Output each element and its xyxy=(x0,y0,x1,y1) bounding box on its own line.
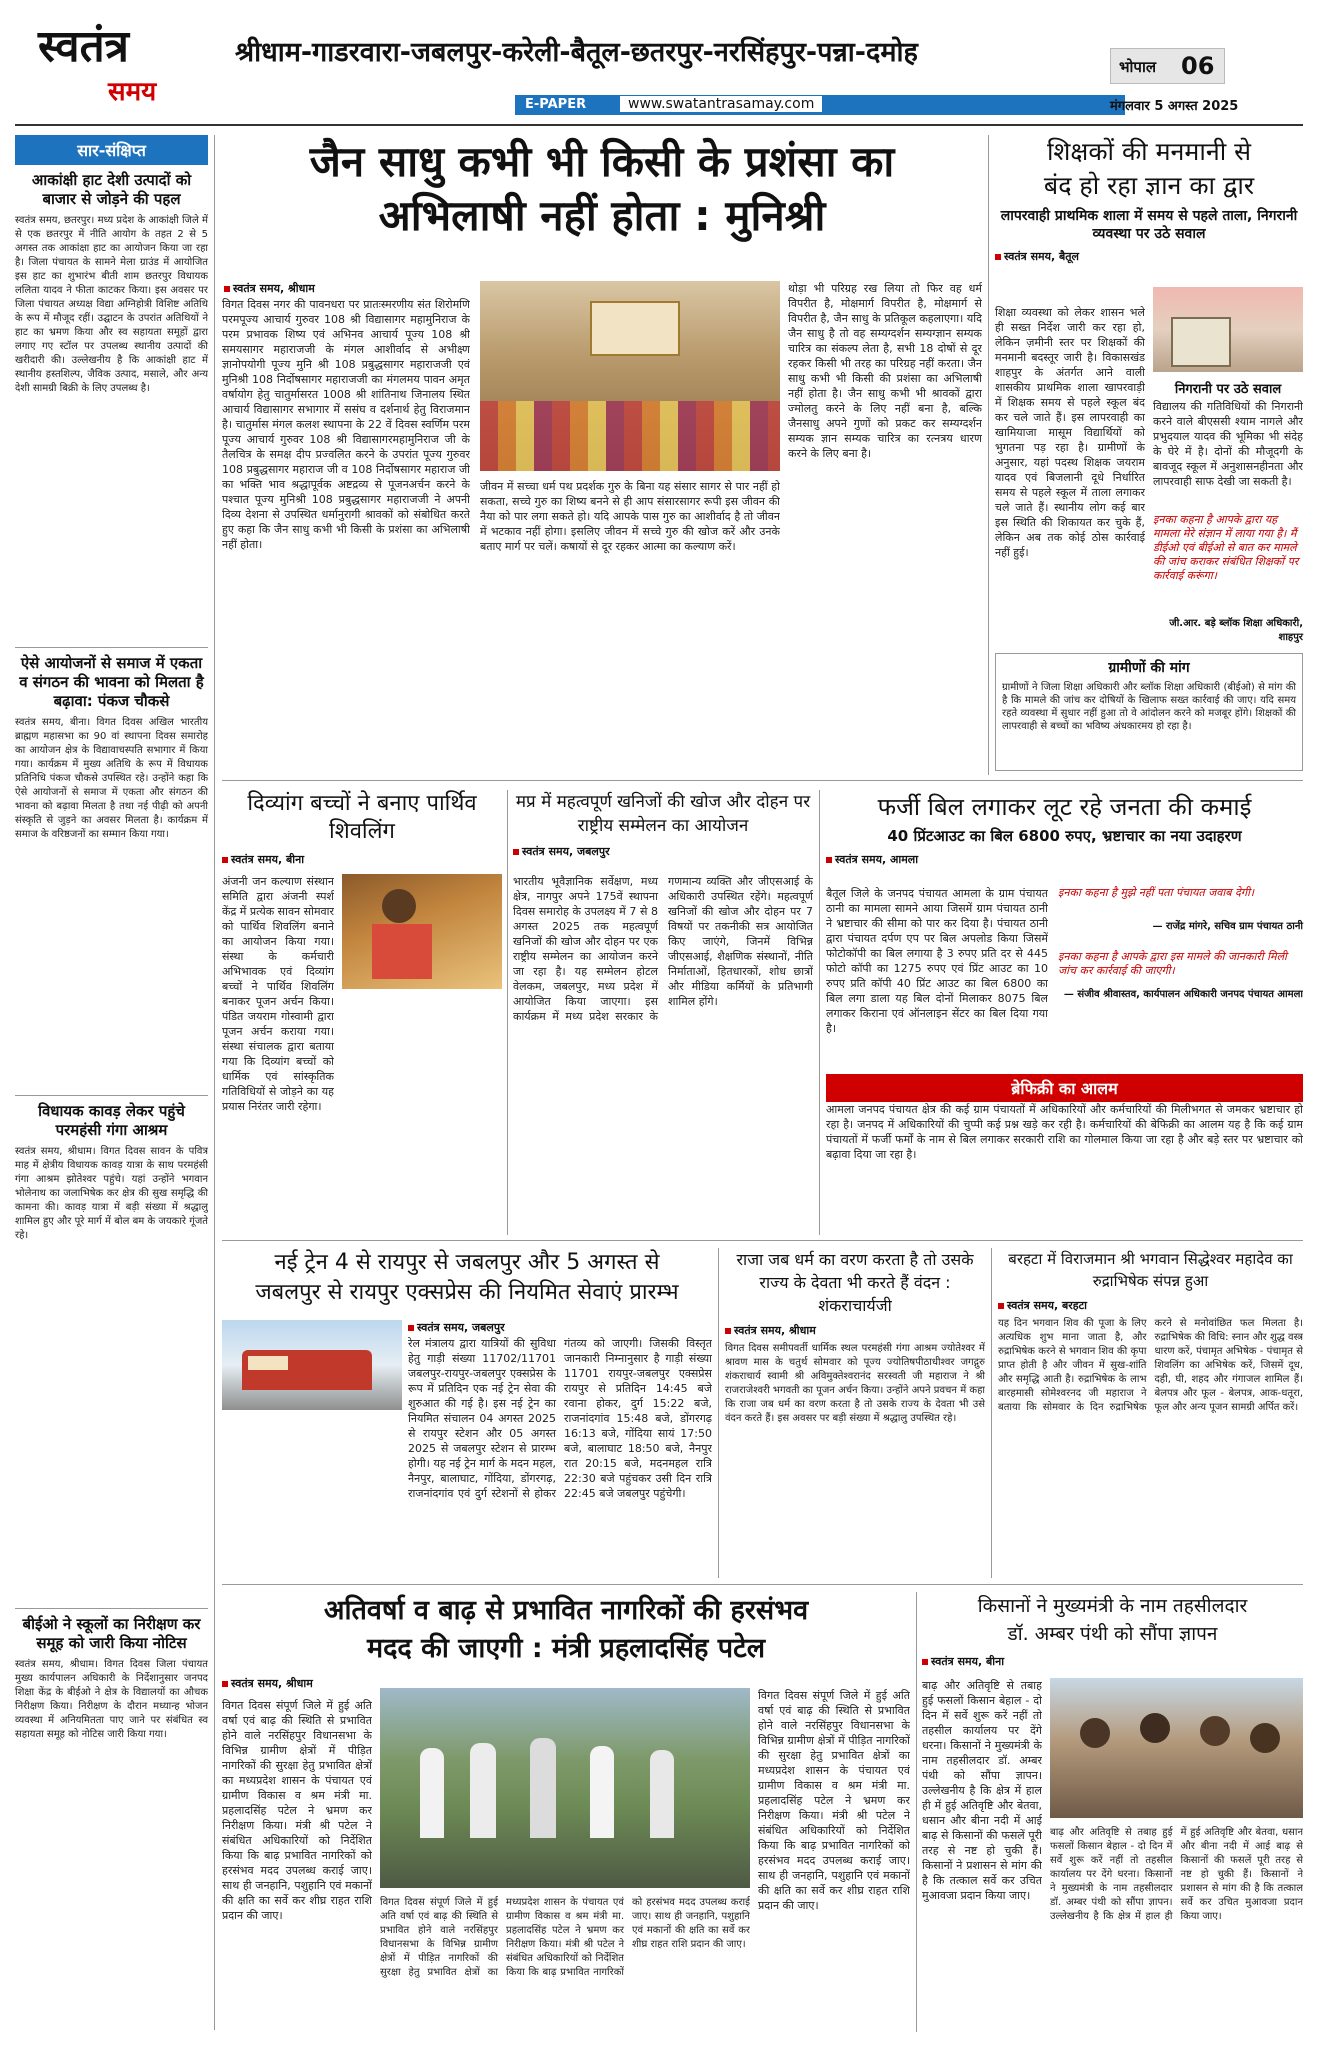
teachers-headline-1: शिक्षकों की मनमानी से xyxy=(1046,137,1252,166)
train-headline-2: जबलपुर से रायपुर एक्सप्रेस की नियमित सेवाएं प्रारम्भ xyxy=(255,1280,679,1305)
bill-headline: फर्जी बिल लगाकर लूट रहे जनता की कमाई xyxy=(877,793,1252,821)
bill-quote-1-attr: — राजेंद्र मांगरे, सचिव ग्राम पंचायत ठानी xyxy=(1152,921,1303,932)
lead-col-2: जीवन में सच्चा धर्म पथ प्रदर्शक गुरु के बिना यह संसार सागर से पार नहीं हो सकता, सच्चे गुरु का शिष्य बनने से ही आप संसारसागर रूपी इस जीवन की नैया को पार लगा सकते हो। यदि आपके पास गुरु का आशीर्वाद है तो जीवन में भटकाव नहीं होगा। इसलिए जीवन में सच्चे गुरु की खोज करें और उनके बताए मार्ग पर चलें। कषायों से दूर रहकर आत्मा का कल्याण करें। xyxy=(480,480,780,553)
dharma-byline: स्वतंत्र समय, श्रीधाम xyxy=(725,1323,985,1338)
shivling-story xyxy=(222,790,502,1235)
train-byline: स्वतंत्र समय, जबलपुर xyxy=(408,1320,505,1335)
logo-bottom: समय xyxy=(108,77,157,107)
shivling-byline: स्वतंत्र समय, बीना xyxy=(222,852,502,867)
teachers-headline-2: बंद हो रहा ज्ञान का द्वार xyxy=(1043,171,1255,200)
rudra-story xyxy=(998,1248,1303,1578)
sidebar-item-body: स्वतंत्र समय, बीना। विगत दिवस अखिल भारतीय ब्राह्मण महासभा का 90 वां स्थापना दिवस समारोह का आयोजन क्षेत्र के विद्यावाचस्पति सभागार में किया गया। कार्यक्रम में मुख्य अतिथि के रूप में विधायक प्रतिनिधि पंकज चौकसे उपस्थित रहे। उन्होंने कहा कि ऐसे आयोजनों से समाज में एकता और संगठन की भावना को बढ़ावा मिलता है तथा नई पीढ़ी को अपनी संस्कृति से जुड़ने का अवसर मिलता है। कार्यक्रम में समाज के वरिष्ठजनों का सम्मान किया गया। xyxy=(15,717,208,840)
flood-body-cont: विगत दिवस संपूर्ण जिले में हुई अति वर्षा एवं बाढ़ की स्थिति से प्रभावित होने वाले नरसिंहपुर विधानसभा के विभिन्न ग्रामीण क्षेत्रों में पीड़ित नागरिकों की सुरक्षा हेतु प्रभावित क्षेत्रों का मध्यप्रदेश शासन के पंचायत एवं ग्रामीण विकास व श्रम मंत्री मा. प्रहलादसिंह पटेल ने भ्रमण कर निरीक्षण किया। मंत्री श्री पटेल ने संबंधित अधिकारियों को निर्देशित किया कि बाढ़ प्रभावित नागरिकों को हरसंभव मदद उपलब्ध कराई जाए। साथ ही जनहानि, पशुहानि एवं मकानों की क्षति का सर्वे कर शीघ्र राहत राशि प्रदान की जाए। xyxy=(380,1897,750,1978)
lead-col-1: विगत दिवस नगर की पावनधरा पर प्रातःस्मरणीय संत शिरोमणि परमपूज्य आचार्य गुरुवर 108 श्री विद्यासागर महामुनिराज के परम प्रभावक शिष्य एवं अभिनव आचार्य पूज्य 108 श्री समयसागर महाराजजी के मंगल आशीर्वाद से अभीक्ष्ण ज्ञानोपयोगी पूज्य मुनि श्री 108 प्रबुद्धसागर महाराजजी एवं मुनिश्री 108 निर्दोषसागर महाराजजी का मंगलमय पावन अमृत वर्षायोग हेतु चातुर्मासरत 1008 श्री शांतिनाथ जिनालय स्थित आचार्य विद्यासागर सभागार में ससंघ व दर्शनार्थ हेतु विराजमान है। चातुर्मास मंगल कलश स्थापना के 22 वें दिवस स्वर्णिम परम पूज्य आचार्य गुरुवर 108 श्री विद्यासागरमहामुनिराज जी के तैलचित्र के समक्ष दीप प्रज्वलित करने के उपरांत पूज्य गुरुवर 108 प्रबुद्धसागर महाराज जी व 108 निर्दोषसागर महाराज जी का भक्ति भाव श्रद्धापूर्वक अष्टद्रव्य से पूजनअर्चन करने के पश्चात पूज्य मुनिश्री 108 प्रबुद्धसागर महाराजजी ने अपनी दिव्य देशना से उपस्थित धर्मानुरागी श्रावकों को संबोधित करते हुए कहा कि जैन साधु कभी भी किसी के प्रशंसा का अभिलाषी नहीं होता। xyxy=(222,298,470,551)
sidebar-item-body: स्वतंत्र समय, श्रीधाम। विगत दिवस जिला पंचायत मुख्य कार्यपालन अधिकारी के निर्देशानुसार जनपद शिक्षा केंद्र के बीईओ ने क्षेत्र के विद्यालयों का औचक निरीक्षण किया। निरीक्षण के दौरान मध्यान्ह भोजन व्यवस्था में अनियमितता पाए जाने पर संबंधित स्व सहायता समूह को नोटिस जारी किया गया। xyxy=(15,1659,208,1740)
teachers-box xyxy=(995,653,1303,771)
flood-body: विगत दिवस संपूर्ण जिले में हुई अति वर्षा एवं बाढ़ की स्थिति से प्रभावित होने वाले नरसिंहपुर विधानसभा के विभिन्न ग्रामीण क्षेत्रों में पीड़ित नागरिकों की सुरक्षा हेतु प्रभावित क्षेत्रों का मध्यप्रदेश शासन के पंचायत एवं ग्रामीण विकास व श्रम मंत्री मा. प्रहलादसिंह पटेल ने भ्रमण कर निरीक्षण किया। मंत्री श्री पटेल ने संबंधित अधिकारियों को निर्देशित किया कि बाढ़ प्रभावित नागरिकों को हरसंभव मदद उपलब्ध कराई जाए। साथ ही जनहानि, पशुहानि एवं मकानों की क्षति का सर्वे कर शीघ्र राहत राशि प्रदान की जाए। xyxy=(222,1699,372,1922)
dharma-headline: राजा जब धर्म का वरण करता है तो उसके राज्य के देवता भी करते हैं वंदन : शंकराचार्यजी xyxy=(736,1250,974,1315)
masthead xyxy=(0,0,1318,120)
bill-body: बैतूल जिले के जनपद पंचायत आमला के ग्राम पंचायत ठानी का मामला सामने आया जिसमें ग्राम पंचायत ठानी ने भ्रष्टाचार की सीमा को पार कर दिया है। पंचायत ठानी द्वारा पंचायत दर्पण एप पर बिल अपलोड किया जिसमें फोटोकॉपी का बिल लगाया है 3 रुपए प्रति दर से 445 फोटो कॉपी का 1275 रुपए एवं प्रिंट आउट का 10 रुपए प्रति कॉपी 40 प्रिंट आउट का बिल 6800 का बिल लगा डाला यह बिल दोनों मिलाकर 8075 बिल लगाकर किराना एवं ऑनलाइन सेंटर का बिल दिया गया है। xyxy=(826,887,1048,1035)
edition-city: भोपाल xyxy=(1119,58,1157,76)
logo xyxy=(38,22,208,112)
teachers-quote-attr: जी.आर. बड़े ब्लॉक शिक्षा अधिकारी, शाहपुर xyxy=(1169,618,1303,643)
sidebar-item-body: स्वतंत्र समय, छतरपुर। मध्य प्रदेश के आकांक्षी जिले में से एक छतरपुर में नीति आयोग के तहत 2 से 5 अगस्त तक आकांक्षा हाट का आयोजन किया जा रहा है। जिला पंचायत के सामने मेला ग्राउंड में आयोजित इस हाट का शुभारंभ बीती शाम छतरपुर विधायक ललिता यादव ने फीता काटकर किया। इस अवसर पर जिला पंचायत अध्यक्ष विद्या अग्निहोत्री विशिष्ट अतिथि के रूप में मौजूद रहीं। उद्घाटन के उपरांत अतिथियों ने हाट का भ्रमण किया और स्व सहायता समूहों द्वारा लगाए गए स्टॉल पर उपलब्ध स्थानीय उत्पादों की खरीदारी की। उल्लेखनीय है कि आकांक्षी हाट में स्थानीय हस्तशिल्प, जैविक उत्पाद, मसाले, और अन्य देशी सामग्री बिक्री के लिए उपलब्ध है। xyxy=(15,215,208,394)
farmers-story xyxy=(922,1592,1303,2032)
teachers-photo xyxy=(1153,287,1303,372)
sidebar-item xyxy=(15,1102,208,1602)
sidebar-item-headline: विधायक कावड़ लेकर पहुंचे परमहंसी गंगा आश्रम xyxy=(38,1102,185,1139)
shivling-body: अंजनी जन कल्याण संस्थान समिति द्वारा अंजनी स्पर्श केंद्र में प्रत्येक सावन सोमवार को पार्थिव शिवलिंग बनाने का आयोजन किया गया। संस्था के कर्मचारी अभिभावक एवं दिव्यांग बच्चों ने पार्थिव शिवलिंग बनाकर पूजन अर्चन किया। पंडित जयराम गोस्वामी द्वारा पूजन अर्चन कराया गया। संस्था संचालक द्वारा बताया गया कि दिव्यांग बच्चों को धार्मिक एवं सांस्कृतिक गतिविधियों से जोड़ने का यह प्रयास निरंतर जारी रहेगा। xyxy=(222,875,334,1113)
minerals-byline: स्वतंत्र समय, जबलपुर xyxy=(513,844,813,859)
masthead-cities: श्रीधाम-गाडरवारा-जबलपुर-करेली-बैतूल-छतरपुर-नरसिंहपुर-पन्ना-दमोह xyxy=(235,37,918,68)
teachers-box-heading: ग्रामीणों की मांग xyxy=(996,658,1302,677)
flood-byline: स्वतंत्र समय, श्रीधाम xyxy=(222,1676,910,1691)
sidebar-item xyxy=(15,1615,208,2035)
flood-body-right: विगत दिवस संपूर्ण जिले में हुई अति वर्षा एवं बाढ़ की स्थिति से प्रभावित होने वाले नरसिंहपुर विधानसभा के विभिन्न ग्रामीण क्षेत्रों में पीड़ित नागरिकों की सुरक्षा हेतु प्रभावित क्षेत्रों का मध्यप्रदेश शासन के पंचायत एवं ग्रामीण विकास व श्रम मंत्री मा. प्रहलादसिंह पटेल ने भ्रमण कर निरीक्षण किया। मंत्री श्री पटेल ने संबंधित अधिकारियों को निर्देशित किया कि बाढ़ प्रभावित नागरिकों को हरसंभव मदद उपलब्ध कराई जाए। साथ ही जनहानि, पशुहानि एवं मकानों की क्षति का सर्वे कर शीघ्र राहत राशि प्रदान की जाए। xyxy=(758,1689,910,1912)
logo-top: स्वतंत्र xyxy=(38,21,129,72)
bill-subhead: 40 प्रिंटआउट का बिल 6800 रुपए, भ्रष्टाचार का नया उदाहरण xyxy=(887,827,1242,845)
dharma-story xyxy=(725,1248,985,1578)
train-body: रेल मंत्रालय द्वारा यात्रियों की सुविधा हेतु गाड़ी संख्या 11702/11701 जबलपुर-रायपुर-जबलपुर एक्सप्रेस के रूप में प्रतिदिन एक नई ट्रेन सेवा की शुरुआत की गई है। इस नई ट्रेन का नियमित संचालन 04 अगस्त 2025 से रायपुर स्टेशन और 05 अगस्त 2025 से जबलपुर स्टेशन से प्रारम्भ होगी। यह नई ट्रेन मार्ग के मदन महल, नैनपुर, बालाघाट, गोंदिया, डोंगरगढ़, राजनांदगांव एवं दुर्ग स्टेशनों से होकर गंतव्य को जाएगी। जिसकी विस्तृत जानकारी निम्नानुसार है गाड़ी संख्या 11701 रायपुर-जबलपुर एक्सप्रेस रायपुर से प्रतिदिन 14:45 बजे रवाना होकर, दुर्ग 15:22 बजे, राजनांदगांव 15:48 बजे, डोंगरगढ़ 16:13 बजे, गोंदिया सायं 17:50 बजे, बालाघाट 18:50 बजे, नैनपुर रात 20:15 बजे, मदनमहल रात्रि 22:30 बजे पहुंचकर उसी दिन रात्रि 22:45 बजे जबलपुर पहुंचेगी। xyxy=(408,1337,712,1500)
farmers-headline-1: किसानों ने मुख्यमंत्री के नाम तहसीलदार xyxy=(977,1595,1248,1617)
dharma-body: विगत दिवस समीपवर्ती धार्मिक स्थल परमहंसी गंगा आश्रम ज्योतेश्वर में श्रावण मास के चतुर्थ सोमवार को पूज्य ज्योतिषपीठाधीश्वर जगद्गुरु शंकराचार्य स्वामी श्री अविमुक्तेश्वरानंद सरस्वती जी महाराज ने श्री राजराजेश्वरी भगवती का पूजन अर्चन किया। उन्होंने अपने प्रवचन में कहा कि राजा जब धर्म का वरण करता है तो उसके राज्य के देवता भी उसे वंदन करते हैं। इस अवसर पर बड़ी संख्या में श्रद्धालु उपस्थित रहे। xyxy=(725,1343,985,1424)
shivling-headline: दिव्यांग बच्चों ने बनाए पार्थिव शिवलिंग xyxy=(247,791,477,844)
farmers-photo xyxy=(1050,1678,1303,1818)
sidebar-item-headline: आकांक्षी हाट देशी उत्पादों को बाजार से जोड़ने की पहल xyxy=(31,171,192,208)
teachers-byline: स्वतंत्र समय, बैतूल xyxy=(995,249,1303,264)
page-number: 06 xyxy=(1181,52,1215,80)
farmers-body: बाढ़ और अतिवृष्टि से तबाह हुई फसलों किसान बेहाल - दो दिन में सर्वे शुरू करें नहीं तो तहसील कार्यालय पर देंगे धरना। किसानों ने मुख्यमंत्री के नाम तहसीलदार डॉ. अम्बर पंथी को सौंपा ज्ञापन। उल्लेखनीय है कि क्षेत्र में हाल ही में हुई अतिवृष्टि और बेतवा, धसान और बीना नदी में आई बाढ़ से किसानों की फसलें पूरी तरह से नष्ट हो चुकी हैं। किसानों ने प्रशासन से मांग की है कि तत्काल सर्वे कर उचित मुआवजा प्रदान किया जाए। xyxy=(922,1679,1042,1902)
lead-col-3: थोड़ा भी परिग्रह रख लिया तो फिर वह धर्म विपरीत है, मोक्षमार्ग विपरीत है, मोक्षमार्ग से विपरीत है, जैन साधु के प्रतिकूल कहलाएगा। यदि जैन साधु है तो वह सम्यग्दर्शन सम्यग्ज्ञान सम्यक चारित्र का संकल्प लेता है, सभी 18 दोषों से दूर रहकर किसी भी तरह का परिग्रह नहीं करता। जैन साधु कभी भी किसी की प्रशंसा का अभिलाषी नहीं होता है। जैन साधु कभी भी श्रावकों द्वारा ज्मोलतु करने के लिए नहीं बना है, बल्कि जैनसाधु अपने गुणों को प्रकट कर सम्यग्दर्शन सम्यक ज्ञान सम्यक चारित्र का रत्नत्रय धारण करने के लिए बना है। xyxy=(788,282,982,460)
teachers-subhead: लापरवाही प्राथमिक शाला में समय से पहले ताला, निगरानी व्यवस्था पर उठे सवाल xyxy=(1000,208,1298,242)
edition-box xyxy=(1110,48,1225,84)
train-story xyxy=(222,1248,712,1578)
sidebar-item-body: स्वतंत्र समय, श्रीधाम। विगत दिवस सावन के पवित्र माह में क्षेत्रीय विधायक कावड़ यात्रा के साथ परमहंसी गंगा आश्रम झोतेश्वर पहुंचे। यहां उन्होंने भगवान भोलेनाथ का जलाभिषेक कर क्षेत्र की सुख समृद्धि की कामना की। कावड़ यात्रा में बड़ी संख्या में श्रद्धालु शामिल हुए और पूरे मार्ग में बोल बम के जयकारे गूंजते रहे। xyxy=(15,1146,208,1241)
train-photo xyxy=(222,1320,402,1410)
farmers-body-cont: बाढ़ और अतिवृष्टि से तबाह हुई फसलों किसान बेहाल - दो दिन में सर्वे शुरू करें नहीं तो तहसील कार्यालय पर देंगे धरना। किसानों ने मुख्यमंत्री के नाम तहसीलदार डॉ. अम्बर पंथी को सौंपा ज्ञापन। उल्लेखनीय है कि क्षेत्र में हाल ही में हुई अतिवृष्टि और बेतवा, धसान और बीना नदी में आई बाढ़ से किसानों की फसलें पूरी तरह से नष्ट हो चुकी हैं। किसानों ने प्रशासन से मांग की है कि तत्काल सर्वे कर उचित मुआवजा प्रदान किया जाए। xyxy=(1050,1827,1303,1922)
bill-box-heading: ब्रेफिक्री का आलम xyxy=(826,1074,1303,1102)
farmers-byline: स्वतंत्र समय, बीना xyxy=(922,1654,1303,1669)
teachers-side-heading: निगरानी पर उठे सवाल xyxy=(1174,382,1282,397)
rudra-body: यह दिन भगवान शिव की पूजा के लिए अत्यधिक शुभ माना जाता है, और रुद्राभिषेक करने से भगवान शिव की कृपा प्राप्त होती है और जीवन में सुख-शांति और समृद्धि आती है। रुद्राभिषेक के लाभ बारहमासी सोमेश्वरनद जी महाराज ने बताया कि सोमवार के दिन रुद्राभिषेक करने से मनोवांछित फल मिलता है। रुद्राभिषेक की विधि: स्नान और शुद्ध वस्त्र धारण करें, पंचामृत अभिषेक - पंचामृत से शिवलिंग का अभिषेक करें, जिसमें दूध, दही, घी, शहद और गंगाजल शामिल हैं। बेलपत्र और फूल - बेलपत्र, आक-धतूरा, फूल और अन्य पूजन सामग्री अर्पित करें। xyxy=(998,1318,1303,1413)
flood-headline-2: मदद की जाएगी : मंत्री प्रहलादसिंह पटेल xyxy=(366,1633,766,1664)
flood-photo xyxy=(380,1688,750,1888)
lead-story xyxy=(222,135,982,775)
teachers-quote: इनका कहना है आपके द्वारा यह मामला मेरे संज्ञान में लाया गया है। मैं डीईओ एवं बीईओ से बात कर मामले की जांच कराकर संबंधित शिक्षकों पर कार्रवाई करूंगा। xyxy=(1153,513,1299,582)
shivling-photo xyxy=(342,874,502,989)
teachers-side-body: विद्यालय की गतिविधियों की निगरानी करने वाले बीएससी श्याम नागले और प्रभुदयाल यादव की भूमिका भी संदेह के घेरे में है। दोनों की मौजूदगी के बावजूद स्कूल में अनुशासनहीनता और लापरवाही साफ देखी जा सकती है। xyxy=(1153,400,1303,488)
bill-quote-2-attr: — संजीव श्रीवास्तव, कार्यपालन अधिकारी जनपद पंचायत आमला xyxy=(1063,989,1303,1000)
website[interactable]: www.swatantrasamay.com xyxy=(620,96,822,112)
sidebar-item xyxy=(15,654,208,1089)
bill-box-body: आमला जनपद पंचायत क्षेत्र की कई ग्राम पंचायतों में अधिकारियों और कर्मचारियों की मिलीभगत से जमकर भ्रष्टाचार हो रहा है। जनपद में अधिकारियों की चुप्पी कई प्रश्न खड़े कर रही है। कर्मचारियों की बेफिक्री का आलम यह है कि कई ग्राम पंचायतों में फर्जी फर्मों के नाम से बिल लगाकर सरकारी राशि का गोलमाल किया जा रहा है और बड़े स्तर पर भ्रष्टाचार को बढ़ावा दिया जा रहा है। xyxy=(826,1103,1303,1161)
teachers-box-body: ग्रामीणों ने जिला शिक्षा अधिकारी और ब्लॉक शिक्षा अधिकारी (बीईओ) से मांग की है कि मामले की जांच कर दोषियों के खिलाफ सख्त कार्रवाई की जाए। यदि समय रहते व्यवस्था में सुधार नहीं हुआ तो वे आंदोलन करने को मजबूर होंगे। शिक्षकों की लापरवाही से बच्चों का भविष्य अंधकारमय हो रहा है। xyxy=(1002,682,1296,732)
minerals-body: भारतीय भूवैज्ञानिक सर्वेक्षण, मध्य क्षेत्र, नागपुर अपने 175वें स्थापना दिवस समारोह के उपलक्ष्य में 7 से 8 अगस्त 2025 तक महत्वपूर्ण खनिजों की खोज और दोहन पर एक राष्ट्रीय सम्मेलन का आयोजन करने जा रहा है। यह सम्मेलन होटल वेलकम, जबलपुर, मध्य प्रदेश में आयोजित किया जाएगा। इस कार्यक्रम में मध्य प्रदेश सरकार के गणमान्य व्यक्ति और जीएसआई के अधिकारी उपस्थित रहेंगे। महत्वपूर्ण खनिजों की खोज और दोहन पर 7 विषयों पर तकनीकी सत्र आयोजित किए जाएंगे, जिनमें विभिन्न जीएसआई, शैक्षणिक संस्थानों, नीति निर्माताओं, हितधारकों, शोध छात्रों और मीडिया कर्मियों के प्रतिभागी शामिल होंगे। xyxy=(513,875,813,1023)
issue-date: मंगलवार 5 अगस्त 2025 xyxy=(1110,99,1239,114)
sidebar xyxy=(15,135,208,2030)
minerals-story xyxy=(513,790,813,1235)
lead-byline: स्वतंत्र समय, श्रीधाम xyxy=(224,281,315,296)
farmers-headline-2: डॉ. अम्बर पंथी को सौंपा ज्ञापन xyxy=(1007,1623,1218,1645)
flood-headline-1: अतिवर्षा व बाढ़ से प्रभावित नागरिकों की हरसंभव xyxy=(323,1595,809,1626)
sidebar-header: सार-संक्षिप्त xyxy=(15,135,208,165)
flood-story xyxy=(222,1592,910,2032)
bill-story xyxy=(826,790,1303,1235)
bill-byline: स्वतंत्र समय, आमला xyxy=(826,852,1303,867)
bill-quote-2: इनका कहना है आपके द्वारा इस मामले की जानकारी मिली जांच कर कार्रवाई की जाएगी। xyxy=(1058,950,1287,977)
lead-photo xyxy=(480,281,780,471)
sidebar-item-headline: बीईओ ने स्कूलों का निरीक्षण कर समूह को जारी किया नोटिस xyxy=(22,1615,201,1652)
lead-headline-1: जैन साधु कभी भी किसी के प्रशंसा का xyxy=(309,137,895,186)
rudra-headline: बरहटा में विराजमान श्री भगवान सिद्धेश्वर महादेव का रुद्राभिषेक संपन्न हुआ xyxy=(1008,1250,1293,1290)
sidebar-item xyxy=(15,171,208,641)
rudra-byline: स्वतंत्र समय, बरहटा xyxy=(998,1298,1303,1313)
epaper-label: E-PAPER xyxy=(525,97,587,112)
sidebar-item-headline: ऐसे आयोजनों से समाज में एकता व संगठन की भावना को मिलता है बढ़ावा: पंकज चौकसे xyxy=(19,654,204,710)
bill-quote-1: इनका कहना है मुझे नहीं पता पंचायत जवाब देगी। xyxy=(1058,886,1255,899)
lead-headline-2: अभिलाषी नहीं होता : मुनिश्री xyxy=(378,191,826,240)
teachers-body: शिक्षा व्यवस्था को लेकर शासन भले ही सख्त निर्देश जारी कर रहा हो, लेकिन ज़मीनी स्तर पर शिक्षकों की मनमानी बदस्तूर जारी है। विकासखंड शाहपुर के अंतर्गत आने वाली शासकीय प्राथमिक शाला खापरवाड़ी में शिक्षक समय से पहले स्कूल बंद कर चले जाते हैं। इस लापरवाही का खामियाजा मासूम विद्यार्थियों को भुगतना पड़ रहा है। ग्रामीणों के अनुसार, यहां पदस्थ शिक्षक जयराम यादव एवं बिजलानी दूधे निर्धारित समय से पहले स्कूल में ताला लगाकर चले जाते हैं। स्थानीय लोग कई बार इस स्थिति की शिकायत कर चुके हैं, लेकिन अब तक कोई ठोस कार्रवाई नहीं हुई। xyxy=(995,306,1145,559)
teachers-story xyxy=(995,135,1303,775)
train-headline-1: नई ट्रेन 4 से रायपुर से जबलपुर और 5 अगस्त से xyxy=(274,1250,660,1275)
minerals-headline: मप्र में महत्वपूर्ण खनिजों की खोज और दोहन पर राष्ट्रीय सम्मेलन का आयोजन xyxy=(515,792,811,836)
